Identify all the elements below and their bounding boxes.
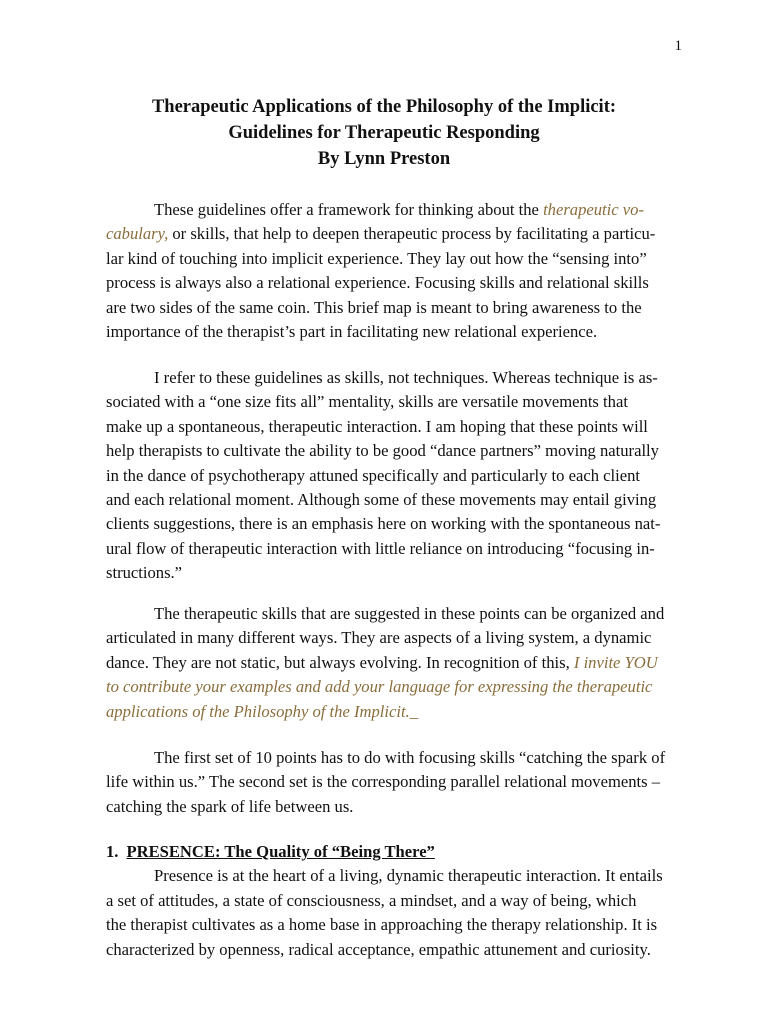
paragraph-line: a set of attitudes, a state of consciousness, a mindset, and a way of being, which: [106, 890, 637, 910]
text-run: These guidelines offer a framework for thinking about the: [154, 200, 544, 219]
paragraph-line: [106, 198, 672, 222]
paragraph-line: [106, 651, 672, 675]
page-number: 1: [674, 38, 682, 54]
paragraph-line: characterized by openness, radical acceptance, empathic attunement and curiosity.: [106, 939, 651, 959]
paragraph-line: process is always also a relational experience. Focusing skills and relational skills: [106, 273, 649, 293]
paragraph-living-system: [106, 602, 672, 724]
paragraph-line: importance of the therapist’s part in facilitating new relational experience.: [106, 322, 598, 342]
paragraph-line: life within us.” The second set is the corresponding parallel relational movements –: [106, 772, 661, 792]
paragraph-line: The therapeutic skills that are suggested in these points can be organized and: [154, 604, 665, 623]
italic-invitation-line: applications of the Philosophy of the Implicit._: [106, 701, 419, 721]
italic-term: therapeutic vo-: [543, 200, 644, 219]
section-number: 1.: [106, 842, 119, 861]
paragraph-line: clients suggestions, there is an emphasis here on working with the spontaneous nat-: [106, 514, 661, 534]
paragraph-line: help therapists to cultivate the ability to be good “dance partners” moving naturally: [106, 441, 659, 461]
section-presence: [106, 840, 672, 962]
paragraph-line: ural flow of therapeutic interaction with little reliance on introducing “focusing in-: [106, 538, 655, 558]
paragraph-line: lar kind of touching into implicit experience. They lay out how the “sensing into”: [106, 248, 647, 268]
paragraph-line: and each relational moment. Although some of these movements may entail giving: [106, 490, 657, 510]
paragraph-line: articulated in many different ways. They are aspects of a living system, a dynamic: [106, 628, 652, 648]
title-line-1: Therapeutic Applications of the Philosophy of the Implicit:: [151, 97, 617, 117]
paragraph-line: catching the spark of life between us.: [106, 796, 354, 816]
paragraph-skills: [106, 366, 672, 586]
paragraph-line: sociated with a “one size fits all” mentality, skills are versatile movements that: [106, 392, 628, 412]
paragraph-line: the therapist cultivates as a home base in approaching the therapy relationship. It is: [106, 915, 658, 935]
section-heading: [106, 840, 672, 864]
paragraph-first-set: [106, 746, 672, 819]
text-run: or skills, that help to deepen therapeutic process by facilitating a particu-: [168, 224, 656, 244]
text-run: dance. They are not static, but always evolving. In recognition of this,: [106, 652, 574, 672]
paragraph-line: in the dance of psychotherapy attuned specifically and particularly to each client: [106, 465, 641, 485]
paragraph-line: structions.”: [106, 563, 183, 583]
paragraph-line: make up a spontaneous, therapeutic interaction. I am hoping that these points will: [106, 416, 648, 436]
paragraph-line: I refer to these guidelines as skills, not techniques. Whereas technique is as-: [154, 368, 658, 387]
paragraph-line: The first set of 10 points has to do with focusing skills “catching the spark of: [154, 748, 666, 767]
author-line: By Lynn Preston: [317, 149, 451, 169]
italic-term: cabulary,: [106, 224, 169, 244]
paragraph-line: Presence is at the heart of a living, dynamic therapeutic interaction. It entails: [154, 866, 663, 886]
paragraph-line: [106, 222, 672, 246]
paragraph-intro: [106, 198, 672, 344]
italic-invitation-line: to contribute your examples and add your language for expressing the therapeutic: [106, 677, 653, 697]
italic-invitation: I invite YOU: [573, 652, 658, 672]
title-line-2: Guidelines for Therapeutic Responding: [228, 123, 540, 143]
paragraph-line: are two sides of the same coin. This brief map is meant to bring awareness to the: [106, 297, 642, 317]
section-heading-text: PRESENCE: The Quality of “Being There”: [126, 842, 435, 861]
document-title: [0, 94, 768, 172]
